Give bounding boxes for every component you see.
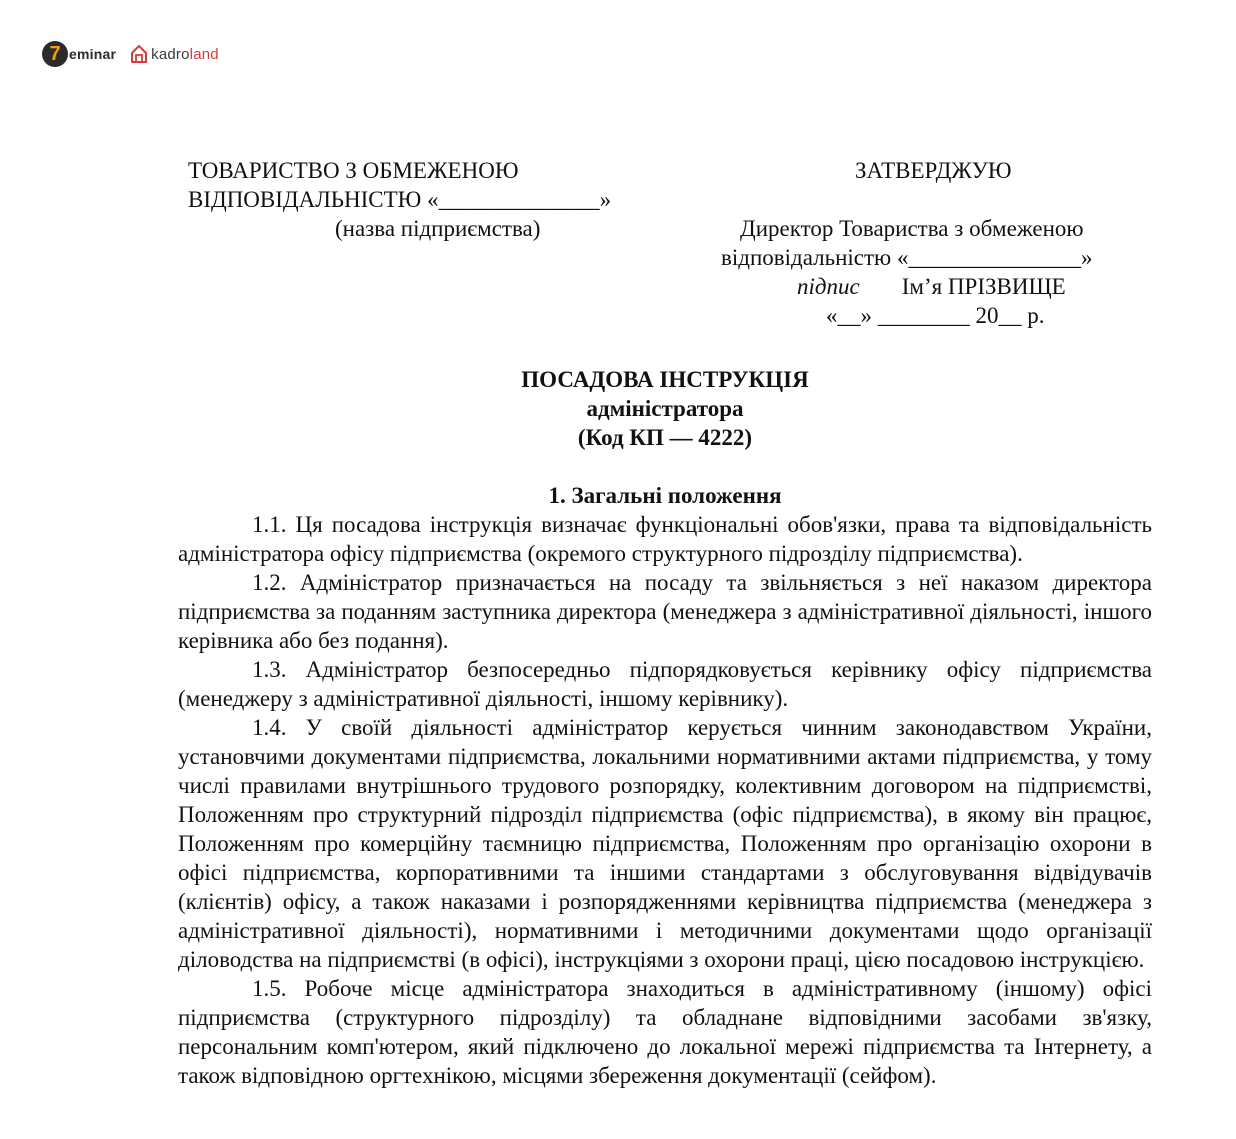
approval-title: ЗАТВЕРДЖУЮ: [855, 158, 1012, 183]
company-name-caption: (назва підприємства): [335, 216, 541, 241]
seminar-logo: [42, 41, 116, 67]
director-name: Ім’я ПРІЗВИЩЕ: [901, 274, 1066, 299]
approval-director-line2: відповідальністю «_______________»: [721, 245, 1093, 270]
paragraph-1-2: 1.2. Адміністратор призначається на посаду та звільняється з неї наказом директора підприємства за поданням заступника директора (менеджера з адміністративної діяльності, іншого керівника або без подання).: [178, 570, 1152, 653]
document-title: ПОСАДОВА ІНСТРУКЦІЯ: [521, 367, 809, 392]
seminar-logo-text: eminar: [69, 46, 117, 62]
company-name-line1: ТОВАРИСТВО З ОБМЕЖЕНОЮ: [188, 158, 519, 183]
company-name-line2: ВІДПОВІДАЛЬНІСТЮ «______________»: [188, 187, 612, 212]
approval-signature-line: [797, 272, 1066, 301]
paragraph-1-1: 1.1. Ця посадова інструкція визначає функціональні обов'язки, права та відповідальність адміністратора офісу підприємства (окремого структурного підрозділу підприємства).: [178, 512, 1152, 566]
kadroland-logo-text: kadroland: [151, 45, 219, 63]
approval-date: «__» ________ 20__ р.: [826, 303, 1045, 328]
position-name: адміністратора: [586, 396, 744, 421]
approval-director-line1: Директор Товариства з обмеженою: [740, 216, 1084, 241]
section-heading: 1. Загальні положення: [548, 483, 782, 508]
paragraph-1-4: 1.4. У своїй діяльності адміністратор керується чинним законодавством України, установчими документами підприємства, локальними нормативними актами підприємства, у тому числі правилами внутрішнього трудового розпорядку, колективним договором на підприємстві, Положенням про структурний підрозділ підприємства (офіс підприємства), в якому він працює, Положенням про комерційну таємницю підприємства, Положенням про організацію охорони в офісі підприємства, корпоративними та іншими стандартами з обслуговування відвідувачів (клієнтів) офісу, а також наказами і розпорядженнями керівництва підприємства (менеджера з адміністративної діяльності), нормативними і методичними документами щодо організації діловодства на підприємстві (в офісі), інструкціями з охорони праці, цією посадовою інструкцією.: [178, 715, 1152, 972]
paragraph-1-5: 1.5. Робоче місце адміністратора знаходиться в адміністративному (іншому) офісі підприємства (структурного підрозділу) та обладнане відповідними засобами зв'язку, персональним комп'ютером, який підключено до локальної мережі підприємства та Інтернету, а також відповідною оргтехнікою, місцями збереження документації (сейфом).: [178, 976, 1152, 1088]
signature-label: підпис: [797, 274, 860, 299]
seven-logo-icon: 7: [42, 41, 68, 67]
house-icon: [130, 44, 148, 64]
section-body: [178, 510, 1152, 1090]
position-code: (Код КП — 4222): [577, 425, 753, 450]
logos-bar: [42, 40, 219, 68]
paragraph-1-3: 1.3. Адміністратор безпосередньо підпорядковується керівнику офісу підприємства (менеджеру з адміністративної діяльності, іншому керівнику).: [178, 657, 1152, 711]
kadroland-logo: [130, 44, 219, 64]
